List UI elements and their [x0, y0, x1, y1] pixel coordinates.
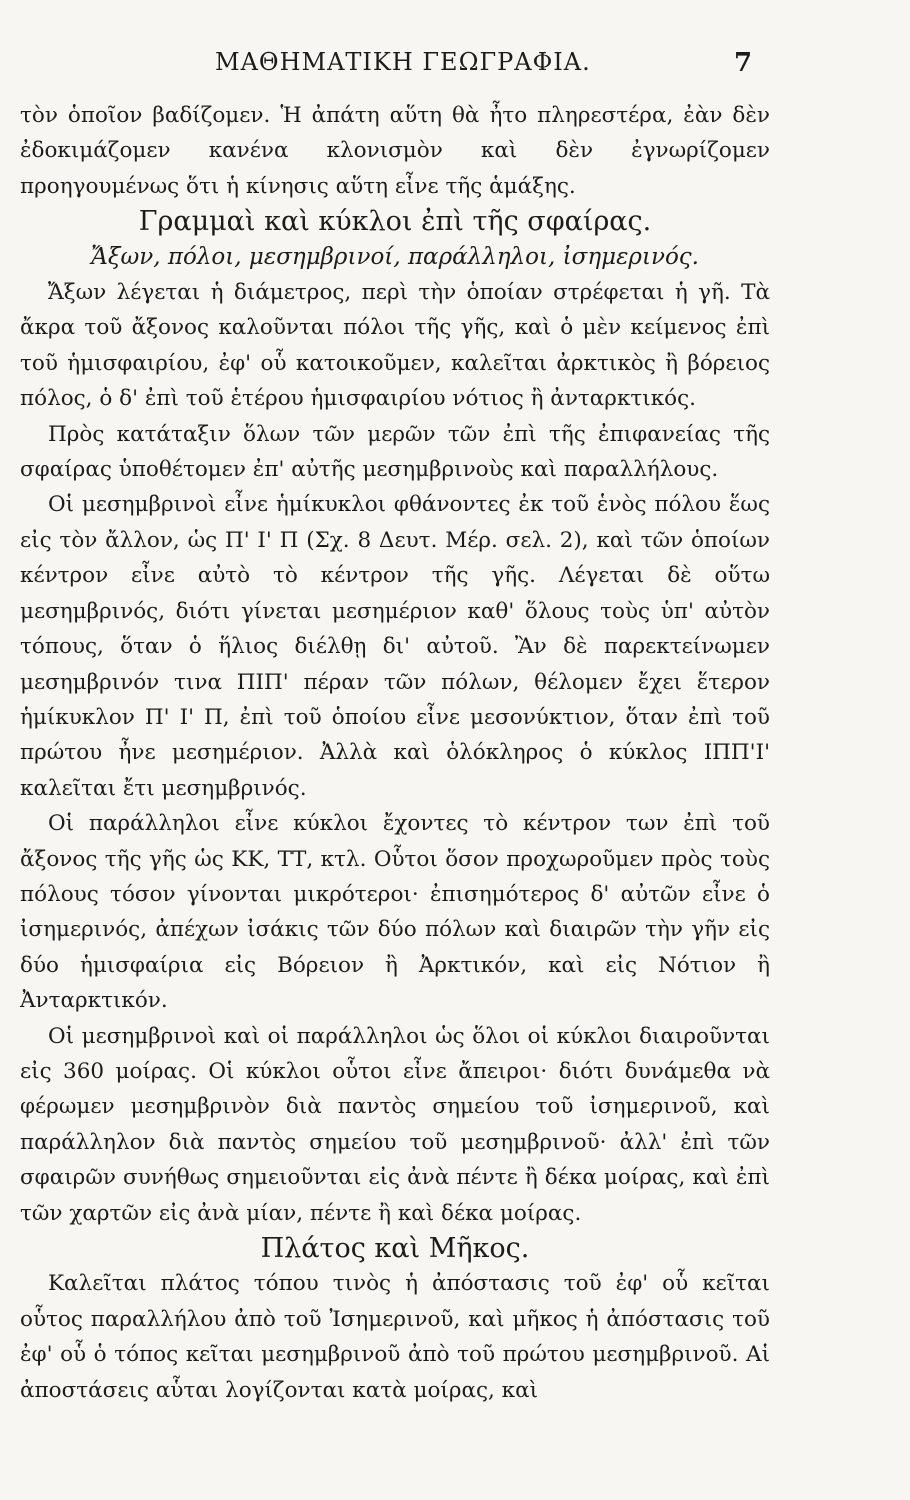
- running-title: ΜΑΘΗΜΑΤΙΚΗ ΓΕΩΓΡΑΦΙΑ.: [215, 48, 591, 76]
- page-header: [0, 48, 910, 88]
- page-number: 7: [734, 48, 753, 78]
- paragraph-classification: Πρὸς κατάταξιν ὅλων τῶν μερῶν τῶν ἐπὶ τῆς ἐπιφανείας τῆς σφαίρας ὑποθέτομεν ἐπ' αὐτῆς μεσημβρινοὺς καὶ παραλλήλους.: [20, 421, 770, 483]
- body-text: [20, 98, 770, 1408]
- paragraph-meridians: Οἱ μεσημβρινοὶ εἶνε ἡμίκυκλοι φθάνοντες ἐκ τοῦ ἑνὸς πόλου ἕως εἰς τὸν ἄλλον, ὡς Π' Ι' Π (Σχ. 8 Δευτ. Μέρ. σελ. 2), καὶ τῶν ὁποίων κέντρον εἶνε αὐτὸ τὸ κέντρον τῆς γῆς. Λέγεται δὲ οὕτω μεσημβρινός, διότι γίνεται μεσημέριον καθ' ὅλους τοὺς ὑπ' αὐτὸν τόπους, ὅταν ὁ ἥλιος διέλθῃ δι' αὐτοῦ. Ἂν δὲ παρεκτείνωμεν μεσημβρινόν τινα ΠΙΠ' πέραν τῶν πόλων, θέλομεν ἔχει ἕτερον ἡμίκυκλον Π' Ι' Π, ἐπὶ τοῦ ὁποίου εἶνε μεσονύκτιον, ὅταν ἐπὶ τοῦ πρώτου ἦνε μεσημέριον. Ἀλλὰ καὶ ὁλόκληρος ὁ κύκλος ΙΠΠ'Ι' καλεῖται ἔτι μεσημβρινός.: [20, 492, 770, 801]
- paragraph-parallels: Οἱ παράλληλοι εἶνε κύκλοι ἔχοντες τὸ κέντρον των ἐπὶ τοῦ ἄξονος τῆς γῆς ὡς ΚΚ, ΤΤ, κτλ. Οὗτοι ὅσον προχωροῦμεν πρὸς τοὺς πόλους τόσον γίνονται μικρότεροι· ἐπισημότερος δ' αὐτῶν εἶνε ὁ ἰσημερινός, ἀπέχων ἰσάκις τῶν δύο πόλων καὶ διαιρῶν τὴν γῆν εἰς δύο ἡμισφαίρια εἰς Βόρειον ἢ Ἀρκτικόν, καὶ εἰς Νότιον ἢ Ἀνταρκτικόν.: [20, 811, 770, 1014]
- paragraph-latitude: Καλεῖται πλάτος τόπου τινὸς ἡ ἀπόστασις τοῦ ἐφ' οὗ κεῖται οὗτος παραλλήλου ἀπὸ τοῦ Ἰσημερινοῦ, καὶ μῆκος ἡ ἀπόστασις τοῦ ἐφ' οὗ ὁ τόπος κεῖται μεσημβρινοῦ ἀπὸ τοῦ πρώτου μεσημβρινοῦ. Αἱ ἀποστάσεις αὗται λογίζονται κατὰ μοίρας, καὶ: [20, 1271, 770, 1403]
- section-heading-latitude-longitude: Πλάτος καὶ Μῆκος.: [260, 1233, 530, 1264]
- paragraph-axis-poles: Ἄξων λέγεται ἡ διάμετρος, περὶ τὴν ὁποίαν στρέφεται ἡ γῆ. Τὰ ἄκρα τοῦ ἄξονος καλοῦνται πόλοι τῆς γῆς, καὶ ὁ μὲν κείμενος ἐπὶ τοῦ ἡμισφαιρίου, ἐφ' οὗ κατοικοῦμεν, καλεῖται ἀρκτικὸς ἢ βόρειος πόλος, ὁ δ' ἐπὶ τοῦ ἑτέρου ἡμισφαιρίου νότιος ἢ ἀνταρκτικός.: [20, 280, 770, 412]
- paragraph-intro: τὸν ὁποῖον βαδίζομεν. Ἡ ἀπάτη αὕτη θὰ ἦτο πληρεστέρα, ἐὰν δὲν ἐδοκιμάζομεν κανένα κλονισμὸν καὶ δὲν ἐγνωρίζομεν προηγουμένως ὅτι ἡ κίνησις αὕτη εἶνε τῆς ἁμάξης.: [20, 103, 770, 199]
- paragraph-degrees: Οἱ μεσημβρινοὶ καὶ οἱ παράλληλοι ὡς ὅλοι οἱ κύκλοι διαιροῦνται εἰς 360 μοίρας. Οἱ κύκλοι οὗτοι εἶνε ἄπειροι· διότι δυνάμεθα νὰ φέρωμεν μεσημβρινὸν διὰ παντὸς σημείου τοῦ ἰσημερινοῦ, καὶ παράλληλον διὰ παντὸς σημείου τοῦ μεσημβρινοῦ· ἀλλ' ἐπὶ τῶν σφαιρῶν συνήθως σημειοῦνται εἰς ἀνὰ πέντε ἢ δέκα μοίρας, καὶ ἐπὶ τῶν χαρτῶν εἰς ἀνὰ μίαν, πέντε ἢ καὶ δέκα μοίρας.: [20, 1023, 770, 1226]
- section-subheading: Ἄξων, πόλοι, μεσημβρινοί, παράλληλοι, ἰσημερινός.: [90, 243, 699, 270]
- section-heading-lines-circles: Γραμμαὶ καὶ κύκλοι ἐπὶ τῆς σφαίρας.: [138, 206, 652, 238]
